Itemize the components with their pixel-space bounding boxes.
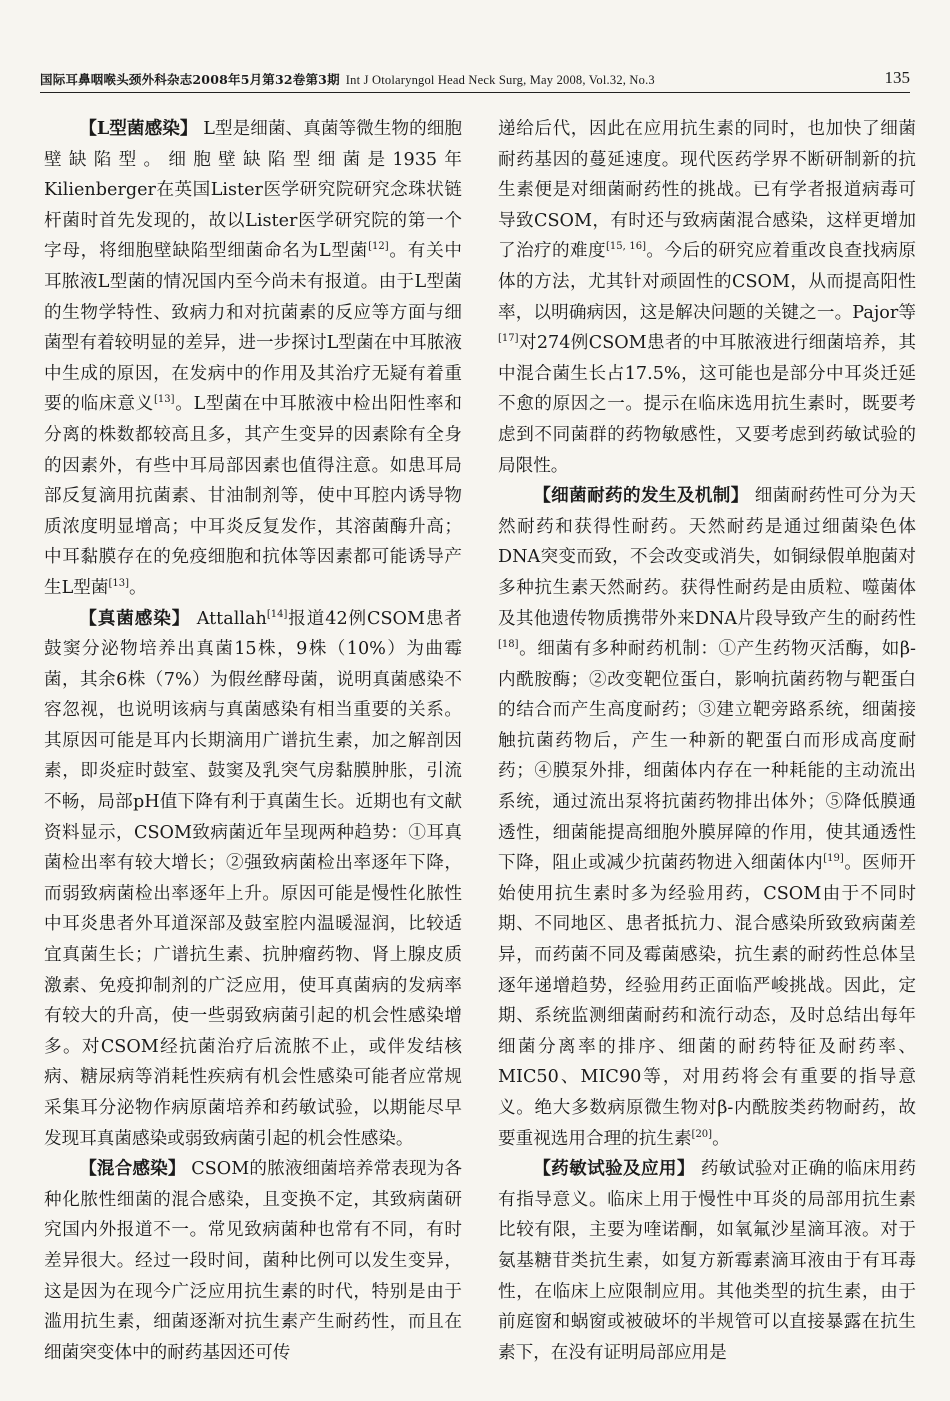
section-heading: 【真菌感染】 [79, 607, 191, 629]
body-text: 。 [129, 577, 147, 598]
paragraph [498, 114, 916, 481]
section-heading: 【混合感染】 [79, 1158, 186, 1180]
paragraph [498, 481, 916, 1154]
citation-ref: [13] [108, 577, 129, 589]
body-text: 对274例CSOM患者的中耳脓液进行细菌培养，其中混合菌生长占17.5%，这可能也是部分中耳炎迁延不愈的原因之一。提示在临床选用抗生素时，既要考虑到不同菌群的药物敏感性，又要考虑到药敏试验的局限性。 [498, 333, 916, 476]
citation-ref: [19] [823, 853, 844, 865]
body-text: CSOM的脓液细菌培养常表现为各种化脓性细菌的混合感染，且变换不定，其致病菌研究国内外报道不一。常见致病菌种也常有不同，有时差异很大。经过一段时间，菌种比例可以发生变异，这是因为在现今广泛应用抗生素的时代，特别是由于滥用抗生素，细菌逐渐对抗生素产生耐药性，而且在细菌突变体中的耐药基因还可传 [44, 1159, 462, 1363]
body-text: 。今后的研究应着重改良查找病原体的方法，尤其针对顽固性的CSOM，从而提高阳性率，以明确病因，这是解决问题的关键之一。Pajor等 [498, 241, 916, 323]
body-text: L型是细菌、真菌等微生物的细胞壁缺陷型。细胞壁缺陷型细菌是1935年Kilienberger在英国Lister医学研究院研究念珠状链杆菌时首先发现的，故以Lister医学研究院的第一个字母，将细胞壁缺陷型细菌命名为L型菌 [44, 119, 462, 262]
citation-ref: [17] [498, 333, 519, 345]
body-text: 。有关中耳脓液L型菌的情况国内至今尚未有报道。由于L型菌的生物学特性、致病力和对抗菌素的反应等方面与细菌型有着较明显的差异，进一步探讨L型菌在中耳脓液中生成的原因，在发病中的作用及其治疗无疑有着重要的临床意义 [44, 241, 462, 415]
body-text: 。医师开始使用抗生素时多为经验用药，CSOM由于不同时期、不同地区、患者抵抗力、混合感染所致致病菌差异，而药菌不同及霉菌感染，抗生素的耐药性总体呈逐年递增趋势，经验用药正面临严峻挑战。因此，定期、系统监测细菌耐药和流行动态，及时总结出每年细菌分离率的排序、细菌的耐药特征及耐药率、MIC50、MIC90等，对用药将会有重要的指导意义。绝大多数病原微生物对β-内酰胺类药物耐药，故要重视选用合理的抗生素 [498, 853, 916, 1149]
paragraph [44, 1154, 462, 1368]
body-text: Attallah [196, 608, 267, 629]
journal-cn: 国际耳鼻咽喉头颈外科杂志2008年5月第32卷第3期 [40, 72, 340, 87]
citation-ref: [15, 16] [606, 241, 647, 253]
paragraph [44, 114, 462, 604]
journal-en: Int J Otolaryngol Head Neck Surg, May 2008, Vol.32, No.3 [345, 73, 655, 87]
body-text: 递给后代，因此在应用抗生素的同时，也加快了细菌耐药基因的蔓延速度。现代医药学界不断研制新的抗生素便是对细菌耐药性的挑战。已有学者报道病毒可导致CSOM，有时还与致病菌混合感染，这样更增加了治疗的难度 [498, 119, 916, 262]
body-text: 。L型菌在中耳脓液中检出阳性率和分离的株数都较高且多，其产生变异的因素除有全身的因素外，有些中耳局部因素也值得注意。如患耳局部反复滴用抗菌素、甘油制剂等，使中耳腔内诱导物质浓度明显增高；中耳炎反复发作，其溶菌酶升高；中耳黏膜存在的免疫细胞和抗体等因素都可能诱导产生L型菌 [44, 394, 462, 598]
journal-citation [40, 70, 655, 88]
citation-ref: [18] [498, 639, 519, 651]
citation-ref: [12] [368, 241, 389, 253]
body-text: 报道42例CSOM患者鼓窦分泌物培养出真菌15株，9株（10%）为曲霉菌，其余6株（7%）为假丝酵母菌，说明真菌感染不容忽视，也说明该病与真菌感染有相当重要的关系。其原因可能是耳内长期滴用广谱抗生素，加之解剖因素，即炎症时鼓室、鼓窦及乳突气房黏膜肿胀，引流不畅，局部pH值下降有利于真菌生长。近期也有文献资料显示，CSOM致病菌近年呈现两种趋势：①耳真菌检出率有较大增长；②强致病菌检出率逐年下降，而弱致病菌检出率逐年上升。原因可能是慢性化脓性中耳炎患者外耳道深部及鼓室腔内温暖湿润，比较适宜真菌生长；广谱抗生素、抗肿瘤药物、肾上腺皮质激素、免疫抑制剂的广泛应用，使耳真菌病的发病率有较大的升高，使一些弱致病菌引起的机会性感染增多。对CSOM经抗菌治疗后流脓不止，或伴发结核病、糖尿病等消耗性疾病有机会性感染可能者应常规采集耳分泌物作病原菌培养和药敏试验，以期能尽早发现耳真菌感染或弱致病菌引起的机会性感染。 [44, 608, 462, 1149]
paragraph [498, 1154, 916, 1368]
section-heading: 【药敏试验及应用】 [533, 1158, 695, 1180]
left-column [44, 114, 462, 1374]
paragraph [44, 604, 462, 1155]
page-number: 135 [884, 68, 910, 87]
body-text: 药敏试验对正确的临床用药有指导意义。临床上用于慢性中耳炎的局部用抗生素比较有限，主要为喹诺酮，如氧氟沙星滴耳液。对于氨基糖苷类抗生素，如复方新霉素滴耳液由于有耳毒性，在临床上应限制应用。其他类型的抗生素，由于前庭窗和蜗窗或被破坏的半规管可以直接暴露在抗生素下，在没有证明局部应用是 [498, 1159, 916, 1363]
section-heading: 【细菌耐药的发生及机制】 [533, 485, 749, 507]
citation-ref: [20] [691, 1128, 713, 1140]
right-column [498, 114, 916, 1374]
body-text: 。 [712, 1128, 730, 1149]
running-header [40, 66, 910, 93]
section-heading: 【L型菌感染】 [79, 118, 198, 139]
citation-ref: [13] [154, 394, 175, 406]
body-text: 细菌耐药性可分为天然耐药和获得性耐药。天然耐药是通过细菌染色体DNA突变而致，不会改变或消失，如铜绿假单胞菌对多种抗生素天然耐药。获得性耐药是由质粒、噬菌体及其他遗传物质携带外来DNA片段导致产生的耐药性 [498, 486, 916, 629]
body-text: 。细菌有多种耐药机制：①产生药物灭活酶，如β-内酰胺酶；②改变靶位蛋白，影响抗菌药物与靶蛋白的结合而产生高度耐药；③建立靶旁路系统，细菌接触抗菌药物后，产生一种新的靶蛋白而形成高度耐药；④膜泵外排，细菌体内存在一种耗能的主动流出系统，通过流出泵将抗菌药物排出体外；⑤降低膜通透性，细菌能提高细胞外膜屏障的作用，使其通透性下降，阻止或减少抗菌药物进入细菌体内 [498, 639, 916, 874]
citation-ref: [14] [266, 608, 288, 620]
